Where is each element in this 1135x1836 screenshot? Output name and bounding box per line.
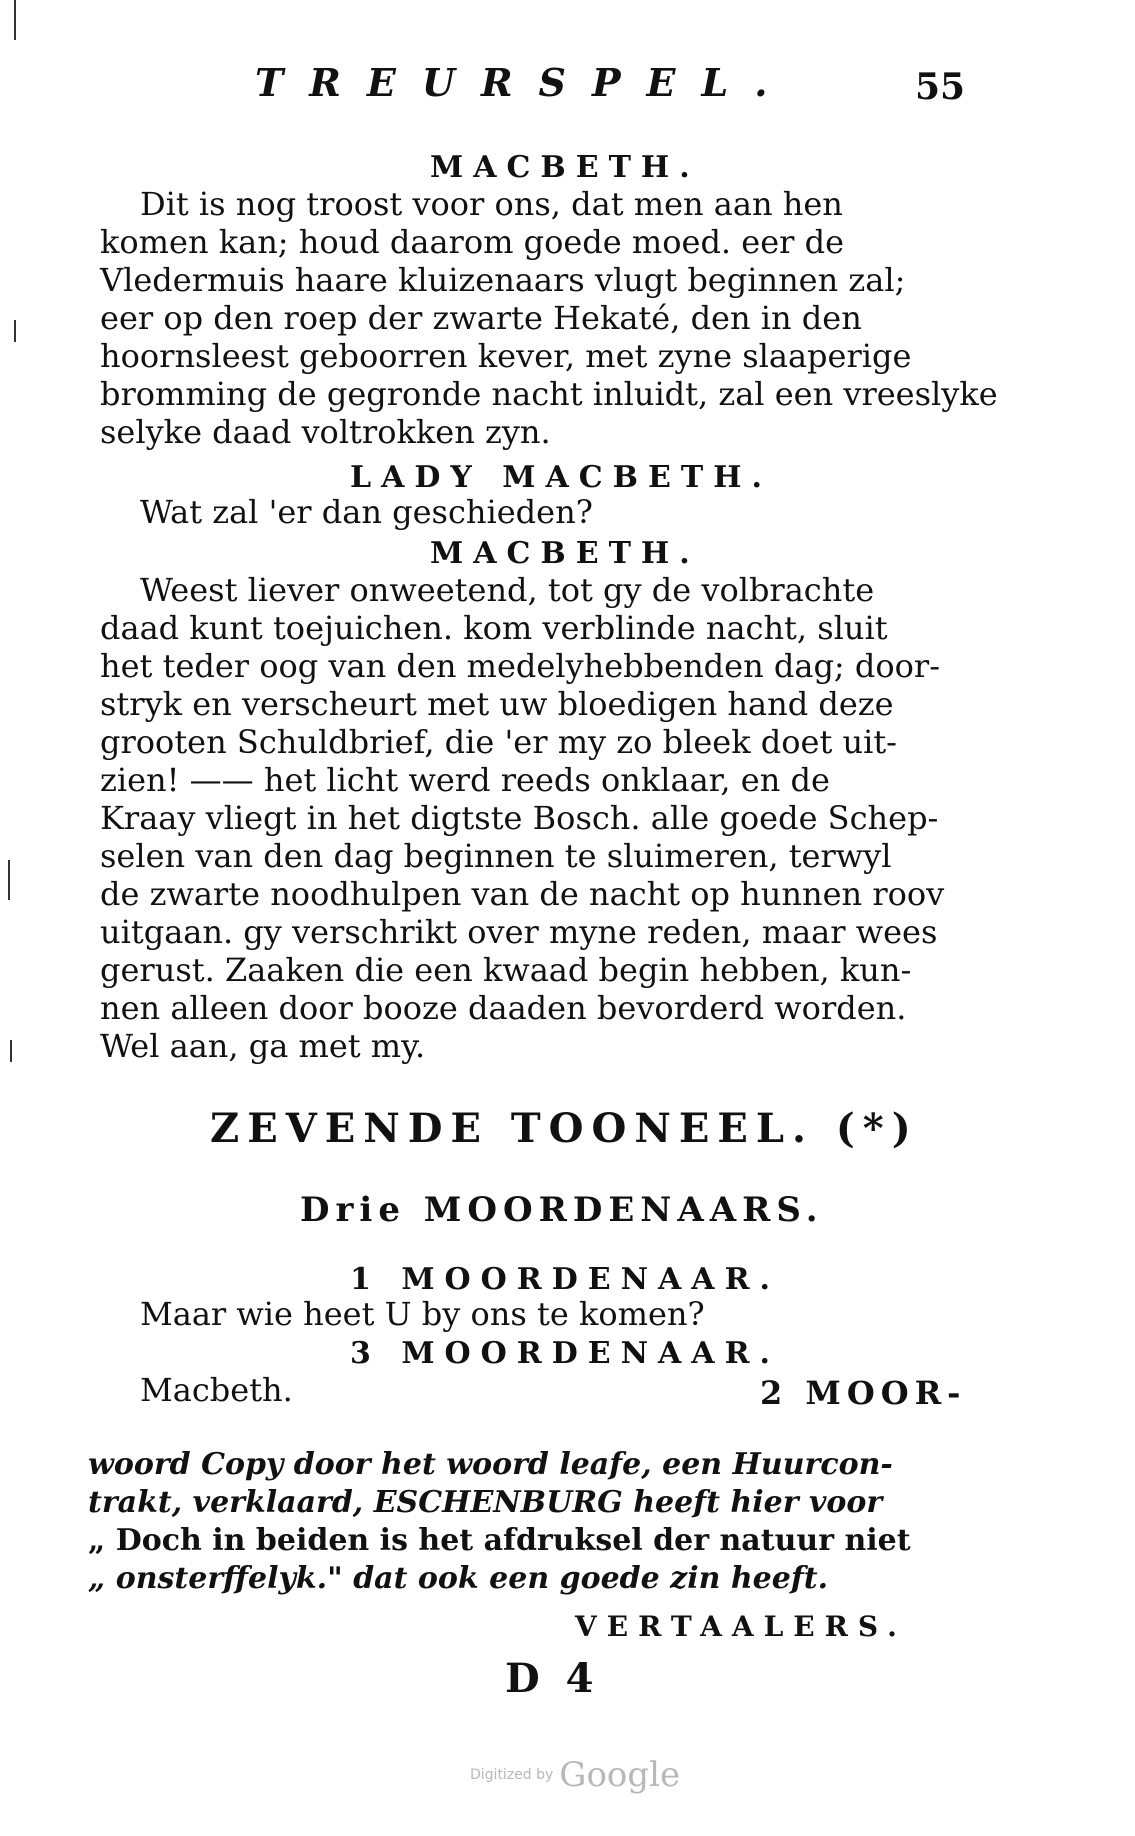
scan-edge-mark	[14, 320, 16, 342]
text-line: stryk en verscheurt met uw bloedigen hand deze	[100, 685, 894, 723]
google-logo: Google	[559, 1755, 681, 1795]
speaker-macbeth: MACBETH.	[430, 536, 700, 571]
text-line: bromming de gegronde nacht inluidt, zal een vreeslyke	[100, 375, 998, 413]
catchword: 2 MOOR-	[760, 1374, 967, 1412]
scene-heading: ZEVENDE TOONEEL. (*)	[210, 1105, 919, 1152]
text-line: Maar wie heet U by ons te komen?	[140, 1295, 705, 1333]
scan-edge-mark	[14, 0, 16, 40]
text-line: Dit is nog troost voor ons, dat men aan hen	[140, 185, 843, 223]
text-line: Vledermuis haare kluizenaars vlugt beginnen zal;	[100, 261, 906, 299]
scan-edge-mark	[8, 860, 10, 900]
speaker-lady-macbeth: LADY MACBETH.	[350, 460, 772, 495]
footnote-line: trakt, verklaard, ESCHENBURG heeft hier voor	[88, 1485, 883, 1520]
footnote-line: „ onsterffelyk." dat ook een goede zin heeft.	[88, 1561, 829, 1596]
text-line: selyke daad voltrokken zyn.	[100, 413, 551, 451]
text-line: Weest liever onweetend, tot gy de volbrachte	[140, 571, 875, 609]
page-number: 55	[915, 66, 966, 108]
text-line: gerust. Zaaken die een kwaad begin hebben, kun-	[100, 951, 912, 989]
watermark-prefix: Digitized by	[470, 1767, 554, 1783]
footnote-line: woord Copy door het woord leafe, een Huurcon-	[88, 1447, 893, 1482]
text-line: zien! —— het licht werd reeds onklaar, en de	[100, 761, 830, 799]
running-title: TREURSPEL.	[255, 60, 794, 105]
text-line: selen van den dag beginnen te sluimeren, terwyl	[100, 837, 892, 875]
text-line: eer op den roep der zwarte Hekaté, den in den	[100, 299, 862, 337]
text-line: nen alleen door booze daaden bevorderd worden.	[100, 989, 907, 1027]
text-line: Wel aan, ga met my.	[100, 1027, 426, 1065]
text-line: Macbeth.	[140, 1371, 293, 1409]
text-line: hoornsleest geboorren kever, met zyne slaaperige	[100, 337, 912, 375]
speaker-macbeth: MACBETH.	[430, 150, 700, 185]
scan-edge-mark	[10, 1040, 12, 1062]
printer-signature-mark: D 4	[505, 1655, 600, 1702]
speaker-murderer-3: 3 MOORDENAAR.	[350, 1336, 780, 1371]
digitized-watermark	[470, 1755, 680, 1795]
text-line: Kraay vliegt in het digtste Bosch. alle goede Schep-	[100, 799, 939, 837]
text-line: Wat zal 'er dan geschieden?	[140, 493, 593, 531]
footnote-line: „ Doch in beiden is het afdruksel der natuur niet	[88, 1523, 911, 1558]
text-line: komen kan; houd daarom goede moed. eer de	[100, 223, 845, 261]
text-line: het teder oog van den medelyhebbenden dag; door-	[100, 647, 940, 685]
dramatis-personae: Drie MOORDENAARS.	[300, 1190, 824, 1230]
speaker-murderer-1: 1 MOORDENAAR.	[350, 1262, 780, 1297]
text-line: daad kunt toejuichen. kom verblinde nacht, sluit	[100, 609, 888, 647]
text-line: grooten Schuldbrief, die 'er my zo bleek doet uit-	[100, 723, 897, 761]
text-line: uitgaan. gy verschrikt over myne reden, maar wees	[100, 913, 938, 951]
footnote-signature: VERTAALERS.	[575, 1610, 907, 1643]
text-line: de zwarte noodhulpen van de nacht op hunnen roov	[100, 875, 945, 913]
